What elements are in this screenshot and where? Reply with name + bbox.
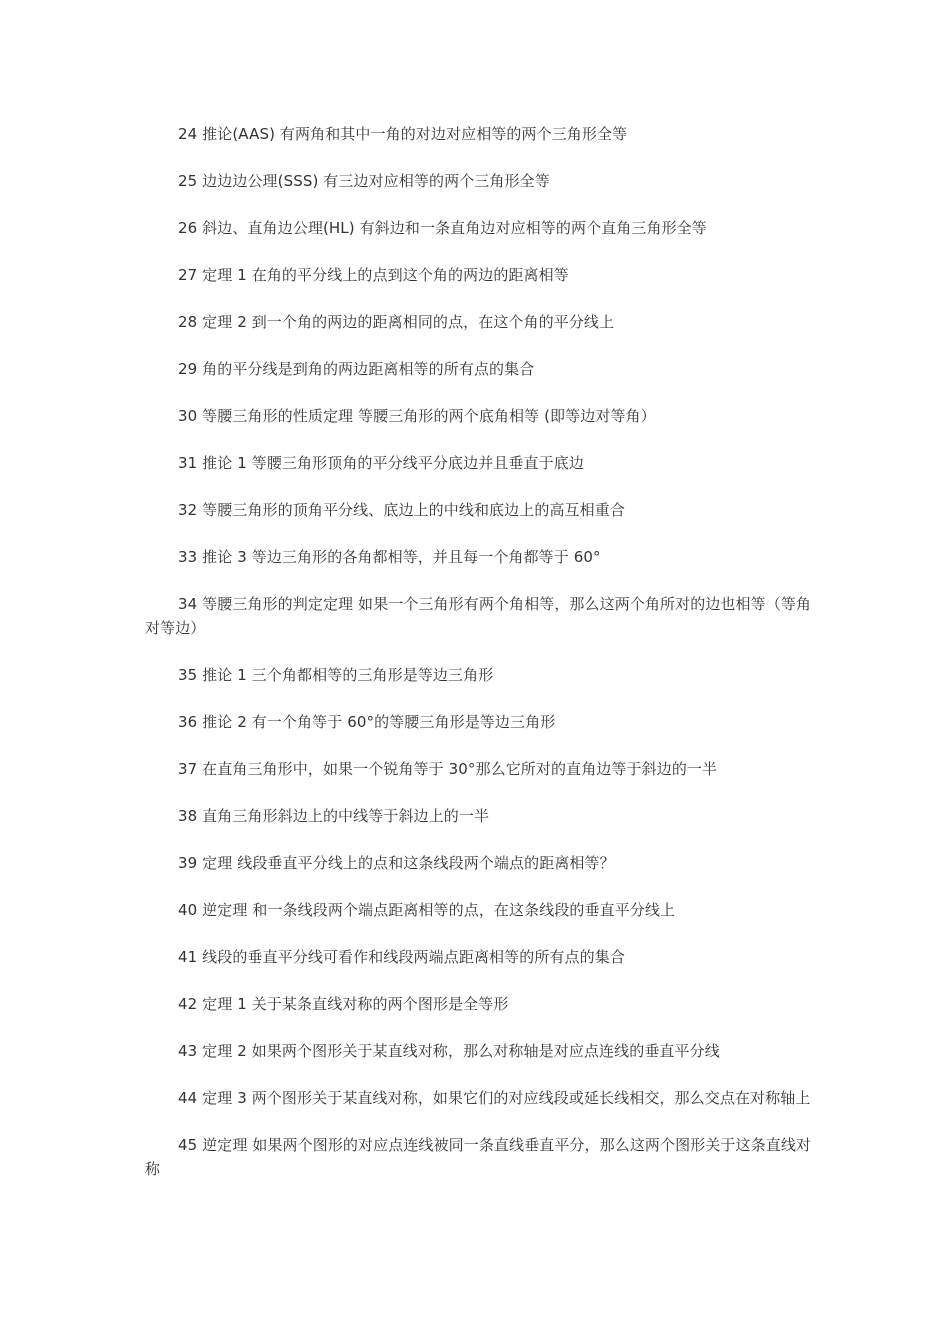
theorem-34: 34 等腰三角形的判定定理 如果一个三角形有两个角相等，那么这两个角所对的边也相等（等角对等边） (145, 595, 812, 637)
theorem-44: 44 定理 3 两个图形关于某直线对称，如果它们的对应线段或延长线相交，那么交点在对称轴上 (178, 1089, 811, 1107)
theorem-33: 33 推论 3 等边三角形的各角都相等，并且每一个角都等于 60° (178, 548, 601, 566)
theorem-39: 39 定理 线段垂直平分线上的点和这条线段两个端点的距离相等？ (178, 854, 615, 872)
theorem-40: 40 逆定理 和一条线段两个端点距离相等的点，在这条线段的垂直平分线上 (178, 901, 676, 919)
theorem-42: 42 定理 1 关于某条直线对称的两个图形是全等形 (178, 995, 509, 1013)
theorem-36: 36 推论 2 有一个角等于 60°的等腰三角形是等边三角形 (178, 713, 556, 731)
theorem-27: 27 定理 1 在角的平分线上的点到这个角的两边的距离相等 (178, 266, 569, 284)
theorem-31: 31 推论 1 等腰三角形顶角的平分线平分底边并且垂直于底边 (178, 454, 584, 472)
theorem-26: 26 斜边、直角边公理(HL) 有斜边和一条直角边对应相等的两个直角三角形全等 (178, 219, 707, 237)
theorem-43: 43 定理 2 如果两个图形关于某直线对称，那么对称轴是对应点连线的垂直平分线 (178, 1042, 720, 1060)
theorem-45: 45 逆定理 如果两个图形的对应点连线被同一条直线垂直平分，那么这两个图形关于这条直线对称 (145, 1136, 812, 1178)
theorem-30: 30 等腰三角形的性质定理 等腰三角形的两个底角相等 (即等边对等角） (178, 407, 656, 425)
document-body (145, 122, 813, 1204)
theorem-32: 32 等腰三角形的顶角平分线、底边上的中线和底边上的高互相重合 (178, 501, 625, 519)
theorem-24: 24 推论(AAS) 有两角和其中一角的对边对应相等的两个三角形全等 (178, 125, 628, 143)
theorem-35: 35 推论 1 三个角都相等的三角形是等边三角形 (178, 666, 494, 684)
theorem-38: 38 直角三角形斜边上的中线等于斜边上的一半 (178, 807, 490, 825)
theorem-28: 28 定理 2 到一个角的两边的距离相同的点，在这个角的平分线上 (178, 313, 615, 331)
theorem-25: 25 边边边公理(SSS) 有三边对应相等的两个三角形全等 (178, 172, 550, 190)
theorem-37: 37 在直角三角形中，如果一个锐角等于 30°那么它所对的直角边等于斜边的一半 (178, 760, 718, 778)
theorem-41: 41 线段的垂直平分线可看作和线段两端点距离相等的所有点的集合 (178, 948, 625, 966)
theorem-29: 29 角的平分线是到角的两边距离相等的所有点的集合 (178, 360, 535, 378)
